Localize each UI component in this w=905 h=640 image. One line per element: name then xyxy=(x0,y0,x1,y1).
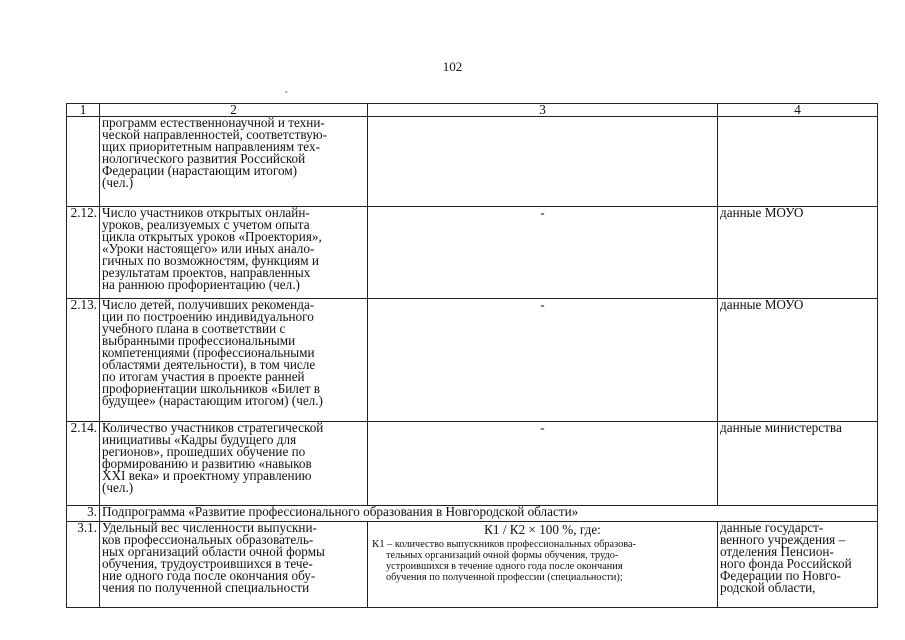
header-cell: 2 xyxy=(100,104,368,117)
indicator-text: Количество участников стратегической инициативы «Кадры будущего для регионов», прошедших обучение по формированию и развитию «навыков XXI века» и проектному управлению (чел.) xyxy=(100,422,368,506)
calculation-method xyxy=(368,117,718,207)
calculation-method: - xyxy=(368,207,718,299)
row-number: 2.12. xyxy=(67,207,100,299)
data-source: данные государст- венного учреждения – отделения Пенсион- ного фонда Российской Федерации по Новго- родской области, xyxy=(718,522,878,608)
data-source: данные МОУО xyxy=(718,207,878,299)
table-row xyxy=(67,207,878,299)
row-number: 2.13. xyxy=(67,299,100,422)
header-cell: 4 xyxy=(718,104,878,117)
data-source: данные МОУО xyxy=(718,299,878,422)
row-number: 3.1. xyxy=(67,522,100,608)
subprogram-row xyxy=(67,506,878,522)
table-row xyxy=(67,117,878,207)
header-cell: 1 xyxy=(67,104,100,117)
row-number: 3. xyxy=(67,506,100,522)
variable-description: – количество выпускников профессиональных образова- тельных организаций очной формы обучения, трудо- устроившихся в течение одного года после окончания обучения по полученной профессии (специальности); xyxy=(386,539,636,583)
calculation-method: - xyxy=(368,299,718,422)
row-number xyxy=(67,117,100,207)
data-source: данные министерства xyxy=(718,422,878,506)
calculation-method: - xyxy=(368,422,718,506)
calculation-method xyxy=(368,522,718,608)
indicator-text: программ естественнонаучной и техни- ческой направленностей, соответствую- щих приоритетным направлениям тех- нологического развития Российской Федерации (нарастающим итогом) (чел.) xyxy=(100,117,368,207)
indicator-text: Число детей, получивших рекоменда- ции по построению индивидуального учебного плана в соответствии с выбранными профессиональными компетенциями (профессиональными областями деятельности), в том числе по итогам участия в проекте ранней профориентации школьников «Билет в будущее» (нарастающим итогом) (чел.) xyxy=(100,299,368,422)
table-row xyxy=(67,299,878,422)
formula-variable-definition xyxy=(370,539,715,583)
page-number: 102 xyxy=(442,59,463,74)
indicator-text: Число участников открытых онлайн- уроков, реализуемых с учетом опыта цикла открытых уроков «Проектория», «Уроки настоящего» или иных анало- гичных по возможностям, функциям и результатам проектов, направленных на раннюю профориентацию (чел.) xyxy=(100,207,368,299)
table-header-row xyxy=(67,104,878,117)
header-cell: 3 xyxy=(368,104,718,117)
subprogram-title: Подпрограмма «Развитие профессионального образования в Новгородской области» xyxy=(100,506,878,522)
indicator-text: Удельный вес численности выпускни- ков профессиональных образователь- ных организаций области очной формы обучения, трудоустроившихся в тече- ние одного года после окончания обу- чения по полученной специальности xyxy=(100,522,368,608)
indicator-table xyxy=(66,103,878,608)
stray-mark: ˇ xyxy=(285,90,288,99)
table-row xyxy=(67,422,878,506)
table-row xyxy=(67,522,878,608)
variable-label: К1 xyxy=(372,538,385,550)
data-source xyxy=(718,117,878,207)
formula: К1 / К2 × 100 %, где: xyxy=(484,522,601,537)
row-number: 2.14. xyxy=(67,422,100,506)
